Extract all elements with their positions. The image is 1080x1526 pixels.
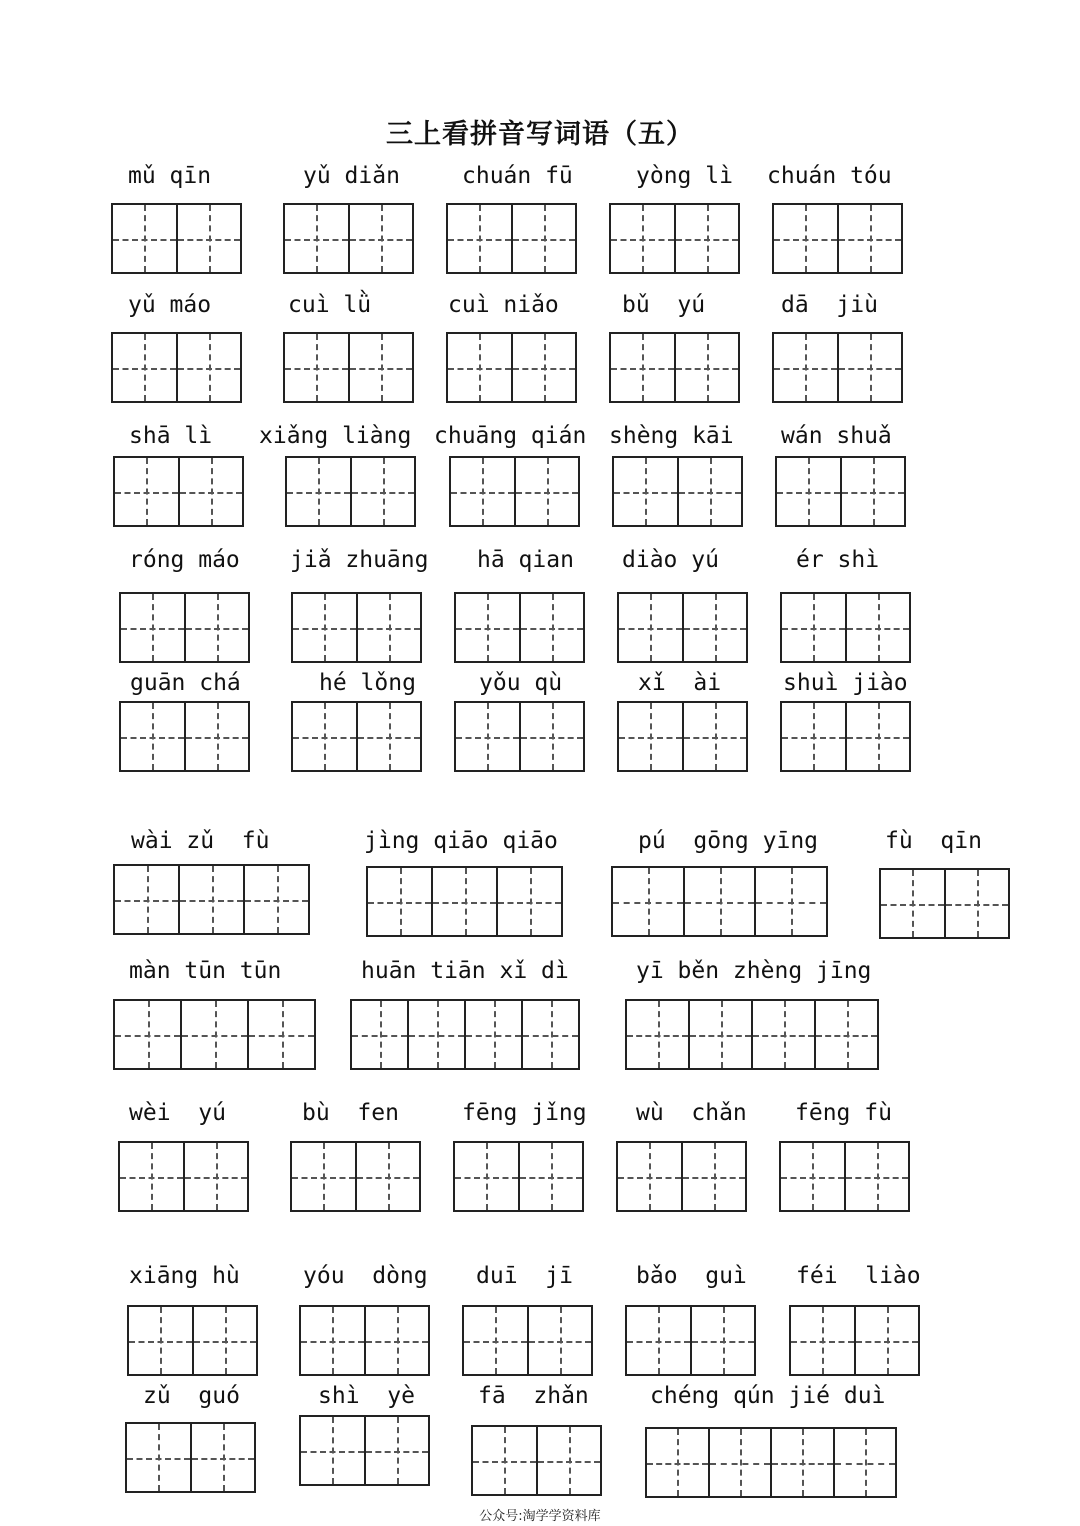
tianzige-cell[interactable] [791, 1307, 856, 1374]
pinyin-label: fā zhǎn [478, 1383, 589, 1409]
pinyin-label: jiǎ zhuāng [290, 547, 429, 573]
pinyin-label: guān chá [130, 670, 241, 696]
tianzige-cell[interactable] [464, 1307, 529, 1374]
pinyin-label: cuì lǜ [288, 292, 372, 318]
tianzige-cell[interactable] [753, 1001, 816, 1068]
pinyin-label: róng máo [129, 547, 240, 573]
pinyin-label: bù fen [302, 1100, 399, 1126]
tianzige-cell[interactable] [121, 703, 186, 770]
pinyin-label: yǔ diǎn [303, 163, 400, 189]
pinyin-label: mǔ qīn [128, 163, 212, 189]
tianzige-cell[interactable] [245, 866, 308, 933]
pinyin-label: hā qian [477, 547, 574, 573]
pinyin-label: yǔ máo [128, 292, 212, 318]
tianzige-cell[interactable] [293, 594, 358, 661]
pinyin-label: cuì niǎo [448, 292, 559, 318]
writing-grid[interactable] [446, 203, 577, 274]
writing-grid[interactable] [113, 456, 244, 527]
writing-grid[interactable] [611, 866, 828, 937]
tianzige-cell[interactable] [881, 870, 946, 937]
writing-grid[interactable] [645, 1427, 897, 1498]
tianzige-cell[interactable] [186, 594, 249, 661]
tianzige-cell[interactable] [847, 594, 910, 661]
tianzige-cell[interactable] [301, 1307, 366, 1374]
tianzige-cell[interactable] [782, 594, 847, 661]
tianzige-cell[interactable] [614, 458, 679, 525]
pinyin-label: yòng lì [636, 163, 733, 189]
pinyin-label: shì yè [318, 1383, 415, 1409]
writing-grid[interactable] [350, 999, 580, 1070]
pinyin-label: chuán fū [462, 163, 573, 189]
writing-grid[interactable] [290, 1141, 421, 1212]
pinyin-label: jìng qiāo qiāo [364, 828, 558, 854]
tianzige-cell[interactable] [292, 1143, 357, 1210]
tianzige-cell[interactable] [352, 458, 415, 525]
tianzige-cell[interactable] [690, 1001, 753, 1068]
pinyin-label: wài zǔ fù [131, 828, 270, 854]
pinyin-label: hé lǒng [319, 670, 416, 696]
tianzige-cell[interactable] [498, 868, 561, 935]
pinyin-label: yǒu qù [479, 670, 563, 696]
tianzige-cell[interactable] [856, 1307, 919, 1374]
writing-grid[interactable] [879, 868, 1010, 939]
writing-grid[interactable] [616, 1141, 747, 1212]
tianzige-cell[interactable] [710, 1429, 773, 1496]
tianzige-cell[interactable] [835, 1429, 896, 1496]
tianzige-cell[interactable] [842, 458, 905, 525]
tianzige-cell[interactable] [756, 868, 826, 935]
tianzige-cell[interactable] [113, 205, 178, 272]
writing-grid[interactable] [454, 592, 585, 663]
tianzige-cell[interactable] [676, 205, 739, 272]
tianzige-cell[interactable] [180, 866, 245, 933]
tianzige-cell[interactable] [409, 1001, 466, 1068]
tianzige-cell[interactable] [357, 1143, 420, 1210]
pinyin-label: diào yú [622, 547, 719, 573]
writing-grid[interactable] [111, 332, 242, 403]
tianzige-cell[interactable] [520, 1143, 583, 1210]
pinyin-label: dā jiù [781, 292, 878, 318]
pinyin-label: wèi yú [129, 1100, 226, 1126]
tianzige-cell[interactable] [839, 205, 902, 272]
pinyin-label: shuì jiào [783, 670, 908, 696]
writing-grid[interactable] [609, 332, 740, 403]
writing-grid[interactable] [291, 701, 422, 772]
tianzige-cell[interactable] [946, 870, 1009, 937]
tianzige-cell[interactable] [611, 205, 676, 272]
tianzige-cell[interactable] [366, 1417, 429, 1484]
writing-grid[interactable] [113, 999, 316, 1070]
tianzige-cell[interactable] [782, 703, 847, 770]
pinyin-label: màn tūn tūn [129, 958, 282, 984]
pinyin-label: féi liào [796, 1263, 921, 1289]
pinyin-label: bǔ yú [622, 292, 706, 318]
tianzige-cell[interactable] [121, 594, 186, 661]
tianzige-cell[interactable] [456, 703, 521, 770]
writing-grid[interactable] [471, 1425, 602, 1496]
pinyin-label: fēng fù [795, 1100, 892, 1126]
tianzige-cell[interactable] [772, 1429, 835, 1496]
tianzige-cell[interactable] [287, 458, 352, 525]
writing-grid[interactable] [283, 203, 414, 274]
tianzige-cell[interactable] [115, 1001, 182, 1068]
writing-grid[interactable] [366, 866, 563, 937]
tianzige-cell[interactable] [847, 703, 910, 770]
tianzige-cell[interactable] [466, 1001, 523, 1068]
pinyin-label: xiāng hù [129, 1263, 240, 1289]
tianzige-cell[interactable] [627, 1001, 690, 1068]
tianzige-cell[interactable] [627, 1307, 692, 1374]
tianzige-cell[interactable] [185, 1143, 248, 1210]
tianzige-cell[interactable] [683, 1143, 746, 1210]
pinyin-label: zǔ guó [143, 1383, 240, 1409]
writing-grid[interactable] [780, 701, 911, 772]
pinyin-label: chuāng qián [434, 423, 587, 449]
tianzige-cell[interactable] [774, 205, 839, 272]
pinyin-label: huān tiān xǐ dì [361, 958, 569, 984]
writing-grid[interactable] [454, 701, 585, 772]
writing-grid[interactable] [299, 1415, 430, 1486]
worksheet-title: 三上看拼音写词语（五） [386, 119, 694, 150]
tianzige-cell[interactable] [619, 703, 684, 770]
pinyin-label: ér shì [796, 547, 880, 573]
tianzige-cell[interactable] [679, 458, 742, 525]
tianzige-cell[interactable] [127, 1424, 192, 1491]
tianzige-cell[interactable] [516, 458, 579, 525]
tianzige-cell[interactable] [774, 334, 839, 401]
tianzige-cell[interactable] [619, 594, 684, 661]
pinyin-label: fù qīn [885, 828, 982, 854]
tianzige-cell[interactable] [455, 1143, 520, 1210]
tianzige-cell[interactable] [285, 205, 350, 272]
writing-grid[interactable] [779, 1141, 910, 1212]
writing-grid[interactable] [119, 592, 250, 663]
tianzige-cell[interactable] [839, 334, 902, 401]
tianzige-cell[interactable] [676, 334, 739, 401]
tianzige-cell[interactable] [352, 1001, 409, 1068]
tianzige-cell[interactable] [684, 594, 747, 661]
writing-grid[interactable] [449, 456, 580, 527]
tianzige-cell[interactable] [350, 205, 413, 272]
writing-grid[interactable] [775, 456, 906, 527]
tianzige-cell[interactable] [613, 868, 685, 935]
tianzige-cell[interactable] [182, 1001, 249, 1068]
writing-grid[interactable] [609, 203, 740, 274]
writing-grid[interactable] [772, 332, 903, 403]
tianzige-cell[interactable] [433, 868, 498, 935]
tianzige-cell[interactable] [456, 594, 521, 661]
tianzige-cell[interactable] [523, 1001, 578, 1068]
tianzige-cell[interactable] [293, 703, 358, 770]
tianzige-cell[interactable] [113, 334, 178, 401]
writing-grid[interactable] [612, 456, 743, 527]
writing-grid[interactable] [625, 1305, 756, 1376]
writing-grid[interactable] [780, 592, 911, 663]
tianzige-cell[interactable] [692, 1307, 755, 1374]
tianzige-cell[interactable] [521, 594, 584, 661]
pinyin-label: wán shuǎ [781, 423, 892, 449]
writing-grid[interactable] [118, 1141, 249, 1212]
tianzige-cell[interactable] [186, 703, 249, 770]
tianzige-cell[interactable] [647, 1429, 710, 1496]
tianzige-cell[interactable] [366, 1307, 429, 1374]
pinyin-label: xiǎng liàng [259, 423, 412, 449]
tianzige-cell[interactable] [781, 1143, 846, 1210]
pinyin-label: shā lì [129, 423, 213, 449]
tianzige-cell[interactable] [451, 458, 516, 525]
writing-grid[interactable] [299, 1305, 430, 1376]
tianzige-cell[interactable] [538, 1427, 601, 1494]
pinyin-label: chuán tóu [767, 163, 892, 189]
footer-text: 公众号:淘学学资料库 [479, 1509, 601, 1524]
writing-grid[interactable] [283, 332, 414, 403]
pinyin-label: shèng kāi [609, 423, 734, 449]
pinyin-label: bǎo guì [636, 1263, 747, 1289]
pinyin-label: yī běn zhèng jīng [636, 958, 872, 984]
tianzige-cell[interactable] [777, 458, 842, 525]
pinyin-label: duī jī [476, 1263, 573, 1289]
tianzige-cell[interactable] [816, 1001, 877, 1068]
tianzige-cell[interactable] [611, 334, 676, 401]
tianzige-cell[interactable] [473, 1427, 538, 1494]
tianzige-cell[interactable] [249, 1001, 314, 1068]
tianzige-cell[interactable] [285, 334, 350, 401]
tianzige-cell[interactable] [513, 334, 576, 401]
writing-grid[interactable] [119, 701, 250, 772]
tianzige-cell[interactable] [192, 1424, 255, 1491]
tianzige-cell[interactable] [358, 703, 421, 770]
writing-grid[interactable] [453, 1141, 584, 1212]
tianzige-cell[interactable] [513, 205, 576, 272]
tianzige-cell[interactable] [618, 1143, 683, 1210]
tianzige-cell[interactable] [178, 205, 241, 272]
pinyin-label: chéng qún jié duì [650, 1383, 886, 1409]
pinyin-label: fēng jǐng [462, 1100, 587, 1126]
writing-grid[interactable] [617, 701, 748, 772]
writing-grid[interactable] [127, 1305, 258, 1376]
writing-grid[interactable] [462, 1305, 593, 1376]
pinyin-label: wù chǎn [636, 1100, 747, 1126]
tianzige-cell[interactable] [120, 1143, 185, 1210]
writing-grid[interactable] [617, 592, 748, 663]
tianzige-cell[interactable] [529, 1307, 592, 1374]
tianzige-cell[interactable] [368, 868, 433, 935]
tianzige-cell[interactable] [685, 868, 757, 935]
tianzige-cell[interactable] [358, 594, 421, 661]
tianzige-cell[interactable] [194, 1307, 257, 1374]
pinyin-label: yóu dòng [303, 1263, 428, 1289]
writing-grid[interactable] [625, 999, 879, 1070]
writing-grid[interactable] [111, 203, 242, 274]
writing-grid[interactable] [291, 592, 422, 663]
writing-grid[interactable] [789, 1305, 920, 1376]
tianzige-cell[interactable] [115, 866, 180, 933]
tianzige-cell[interactable] [301, 1417, 366, 1484]
tianzige-cell[interactable] [180, 458, 243, 525]
tianzige-cell[interactable] [846, 1143, 909, 1210]
tianzige-cell[interactable] [178, 334, 241, 401]
pinyin-label: pú gōng yīng [638, 828, 819, 854]
pinyin-label: xǐ ài [638, 670, 722, 696]
writing-grid[interactable] [285, 456, 416, 527]
tianzige-cell[interactable] [684, 703, 747, 770]
tianzige-cell[interactable] [350, 334, 413, 401]
tianzige-cell[interactable] [448, 334, 513, 401]
writing-grid[interactable] [113, 864, 310, 935]
writing-grid[interactable] [446, 332, 577, 403]
writing-grid[interactable] [772, 203, 903, 274]
tianzige-cell[interactable] [521, 703, 584, 770]
tianzige-cell[interactable] [129, 1307, 194, 1374]
tianzige-cell[interactable] [115, 458, 180, 525]
writing-grid[interactable] [125, 1422, 256, 1493]
tianzige-cell[interactable] [448, 205, 513, 272]
